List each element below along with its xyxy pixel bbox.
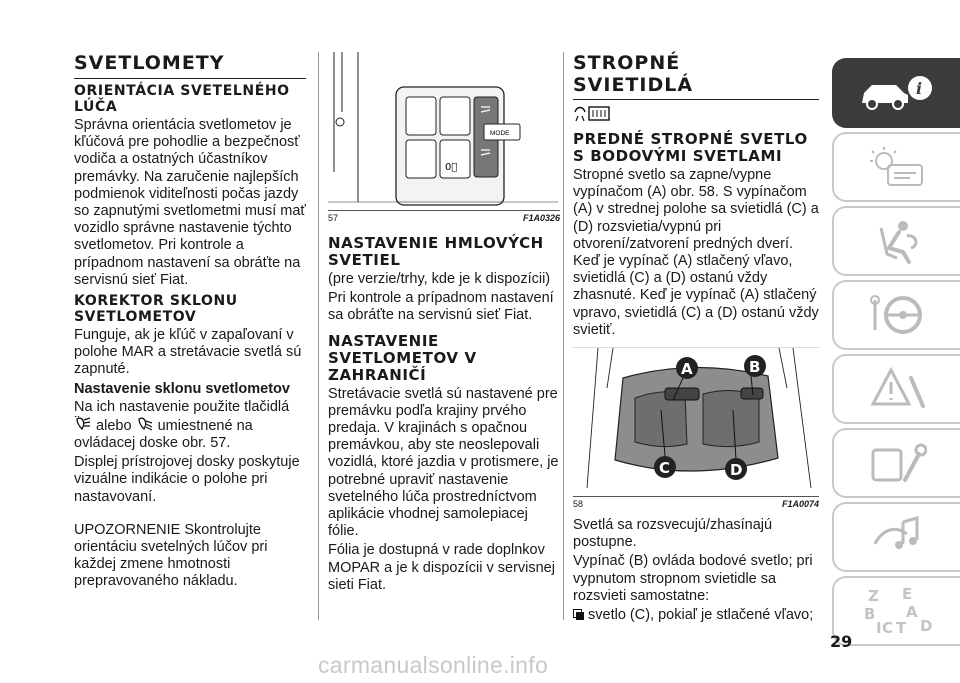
figure-number: 58 bbox=[573, 499, 584, 510]
index-letter: E bbox=[902, 585, 913, 603]
mode-label: MODE bbox=[490, 130, 510, 137]
note-upozornenie: UPOZORNENIE Skontrolujte orientáciu svetelných lúčov pri každej zmene hmotnosti prepravovaného nákladu. bbox=[74, 521, 268, 590]
tab-multimedia[interactable] bbox=[832, 502, 960, 572]
airbag-seat-icon bbox=[867, 218, 927, 264]
text-fragment: umiestnené na ovládacej doske obr. 57. bbox=[74, 417, 253, 452]
index-letter: B bbox=[864, 605, 876, 623]
paragraph-vypinac-b: Vypínač (B) ovláda bodové svetlo; pri vypnutom stropnom svietidle sa rozsvieti samostatne: bbox=[573, 553, 813, 604]
callout-c: C bbox=[659, 459, 671, 478]
heading-zahranicie: NASTAVENIE SVETLOMETOV V ZAHRANIČÍ bbox=[328, 331, 477, 384]
figure-number: 57 bbox=[328, 213, 339, 223]
callout-d: D bbox=[730, 461, 743, 480]
tab-car-info[interactable] bbox=[832, 58, 960, 128]
paragraph-svetla-postupne: Svetlá sa rozsvecujú/zhasínajú postupne. bbox=[573, 517, 773, 551]
column-1 bbox=[74, 52, 306, 593]
paragraph-orientacia: Správna orientácia svetlometov je kľúčová pre pohodlie a bezpečnosť vodiča a ostatných účastníkov premávky. Na zaručenie najlepších podmienok viditeľnosti počas jazdy so zapnutými svetlometmi musí mať vozidlo správne nastavenie týchto svetlometov. Pri kontrole a prípadnom nastavení sa obráťte na servisnú sieť Fiat. bbox=[74, 117, 306, 288]
section-title-stropne bbox=[573, 52, 819, 100]
paragraph-zahranicie-1: Stretávacie svetlá sú nastavené pre premávku podľa krajiny prvého predaja. V krajinách s opačnou premávkou, aby ste neoslepovali vozidlá, ktoré jazdia v protismere, je potrebné upraviť nastavenie svetelného lúča prostredníctvom aplikácie vhodnej samolepiacej fólie. bbox=[328, 385, 559, 540]
bullet-text: svetlo (C), pokiaľ je stlačené vľavo; bbox=[588, 607, 814, 624]
multimedia-note-icon bbox=[867, 514, 927, 560]
title-line: SVIETIDLÁ bbox=[573, 74, 819, 100]
index-letter: T bbox=[896, 619, 907, 637]
car-info-icon bbox=[858, 73, 936, 113]
column-3 bbox=[573, 52, 819, 626]
tab-safety[interactable] bbox=[832, 206, 960, 276]
section-title-svetlomety: SVETLOMETY bbox=[74, 52, 306, 79]
index-letter: I bbox=[876, 619, 882, 637]
index-letter: C bbox=[882, 619, 894, 637]
svg-text:i: i bbox=[916, 79, 923, 98]
paragraph-zahranicie-2: Fólia je dostupná v rade doplnkov MOPAR a je k dispozícii v servisnej sieti Fiat. bbox=[328, 542, 555, 593]
paragraph-predne-stropne: Stropné svetlo sa zapne/vypne vypínačom (A) obr. 58. S vypínačom (A) v strednej polohe sa svietidlá (C) a (D) rozsvietia/vypnú pri otvorení/zatvorení predných dverí. Keď je vypínač (A) stlačený vľavo, svietidlá (C) a (D) ostanú vždy zhasnuté. Keď je vypínač (A) stlačený vpravo, svietidlá (C) a (D) ostanú vždy svietiť. bbox=[573, 167, 819, 338]
headlight-up-icon bbox=[74, 416, 92, 432]
tab-emergency[interactable] bbox=[832, 354, 960, 424]
control-panel-illustration bbox=[328, 52, 560, 210]
tab-dashboard[interactable] bbox=[832, 132, 960, 202]
headlight-down-icon bbox=[136, 416, 154, 432]
figure-58-caption bbox=[573, 499, 819, 509]
index-letter: D bbox=[920, 617, 933, 635]
steering-key-icon bbox=[867, 292, 927, 338]
callout-a: A bbox=[681, 360, 693, 379]
dashboard-warning-icon bbox=[862, 145, 932, 189]
index-letter: Z bbox=[868, 587, 879, 605]
paragraph-displej: Displej prístrojovej dosky poskytuje vizuálne indikácie o polohe pri nastavovaní. bbox=[74, 454, 300, 505]
heading-nastavenie-sklonu: Nastavenie sklonu svetlometov bbox=[74, 380, 290, 397]
tab-maintenance[interactable] bbox=[832, 428, 960, 498]
bullet-item bbox=[573, 607, 819, 624]
column-2 bbox=[328, 52, 560, 596]
watermark: carmanualsonline.info bbox=[318, 652, 549, 678]
heading-orientacia: ORIENTÁCIA SVETELNÉHO LÚČA bbox=[74, 83, 290, 115]
heading-predne-stropne: PREDNÉ STROPNÉ SVETLO S BODOVÝMI SVETLAMI bbox=[573, 130, 808, 165]
index-letter: A bbox=[906, 603, 918, 621]
column-divider bbox=[318, 52, 319, 620]
paragraph-korektor: Funguje, ak je kľúč v zapaľovaní v polohe MAR a stretávacie svetlá sú zapnuté. bbox=[74, 327, 302, 378]
courtesy-light-icon bbox=[573, 104, 613, 124]
bullet-icon bbox=[573, 609, 584, 620]
figure-code: F1A0074 bbox=[781, 499, 819, 510]
figure-57-caption bbox=[328, 213, 560, 223]
column-divider bbox=[563, 52, 564, 620]
heading-korektor: KOREKTOR SKLONU SVETLOMETOV bbox=[74, 293, 238, 326]
title-line: STROPNÉ bbox=[573, 52, 681, 74]
paragraph-nastavenie-sklonu bbox=[74, 399, 306, 453]
figure-58 bbox=[573, 347, 819, 497]
text-fragment: alebo bbox=[96, 417, 132, 434]
figure-57 bbox=[328, 52, 560, 211]
chapter-tabs bbox=[822, 58, 960, 650]
page-number: 29 bbox=[830, 632, 853, 651]
service-wrench-icon bbox=[867, 440, 927, 486]
svg-text:0⃝: 0⃝ bbox=[445, 162, 458, 173]
callout-b: B bbox=[749, 358, 761, 377]
warning-triangle-tools-icon bbox=[867, 366, 927, 412]
ceiling-light-illustration bbox=[573, 348, 819, 496]
heading-hmlove-svetla: NASTAVENIE HMLOVÝCH SVETIEL bbox=[328, 234, 544, 269]
paragraph-hmlove-2: Pri kontrole a prípadnom nastavení sa obráťte na servisnú sieť Fiat. bbox=[328, 290, 554, 324]
figure-code: F1A0326 bbox=[522, 213, 560, 223]
tab-starting[interactable] bbox=[832, 280, 960, 350]
alphabet-index-icon bbox=[858, 585, 936, 637]
text-fragment: Na ich nastavenie použite tlačidlá bbox=[74, 398, 290, 415]
paragraph-hmlove-1: (pre verzie/trhy, kde je k dispozícii) bbox=[328, 271, 551, 287]
